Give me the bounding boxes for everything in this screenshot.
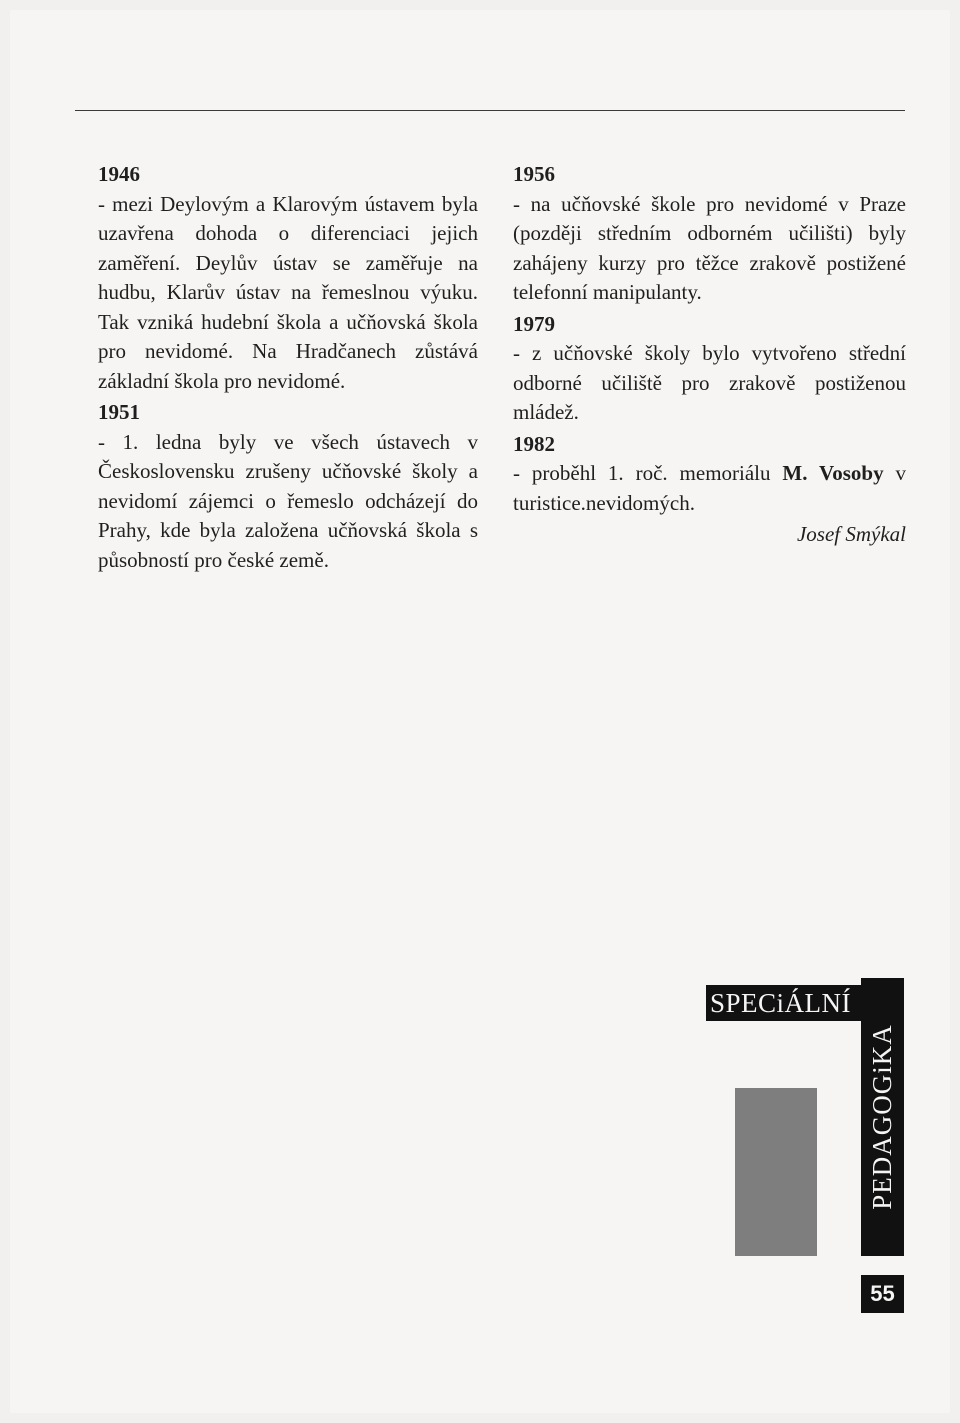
timeline-entry-1982 [513,430,906,519]
section-label-top: SPECiÁLNÍ [710,988,852,1018]
timeline-entry-1979 [513,310,906,428]
left-column [98,160,478,577]
timeline-entry-1951 [98,398,478,575]
entry-year: 1979 [513,311,555,336]
entry-year: 1946 [98,162,140,186]
decorative-gray-block [735,1088,817,1256]
entry-text: - na učňovské škole pro nevidomé v Praze (později středním odborném učilišti) byly zahájeny kurzy pro těžce zrakově postižené telefonní manipulanty. [513,191,906,304]
entry-year: 1982 [513,431,555,456]
section-label-vertical: PEDAGOGiKA [867,1024,897,1210]
entry-text-end: v turistice.nevidomých. [513,461,907,515]
entry-year: 1956 [513,162,555,186]
entry-text-start: - proběhl 1. roč. memoriálu [513,461,783,485]
author-signature: Josef Smýkal [796,522,906,546]
timeline-entry-1946 [98,160,478,396]
entry-text [513,459,906,518]
timeline-entry-1956 [513,160,906,308]
entry-text: - z učňovské školy bylo vytvořeno střední odborné učiliště pro zrakově postiženou mládež. [513,341,906,424]
entry-year: 1951 [98,400,140,424]
entry-text: - mezi Deylovým a Klarovým ústavem byla uzavřena dohoda o diferenciaci jejich zaměření. Deylův ústav se zaměřuje na hudbu, Klarův ústav na řemeslnou výuku. Tak vzniká hudební škola a učňovská škola pro nevidomé. Na Hradčanech zůstává základní škola pro nevidomé. [98,191,478,393]
page-number: 55 [861,1275,904,1313]
header-rule [75,110,905,111]
right-column [513,160,906,550]
memorial-name: M. Vosoby [782,461,884,485]
entry-text: - 1. ledna byly ve všech ústavech v Československu zrušeny učňovské školy a nevidomí zájemci o řemeslo odcházejí do Prahy, kde byla založena učňovská škola s působností pro české země. [98,429,478,572]
